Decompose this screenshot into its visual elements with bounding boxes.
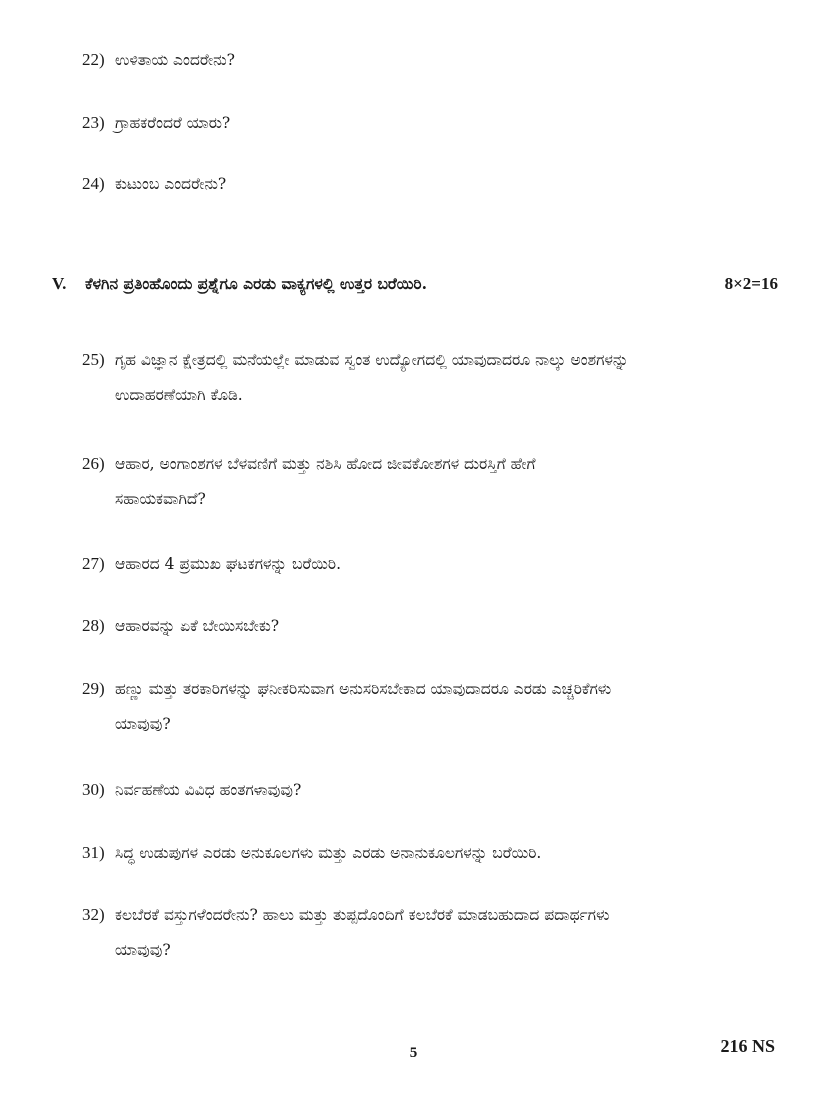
section-marks: 8×2=16 [724, 274, 778, 293]
question-text: ಕುಟುಂಬ ಎಂದರೇನು? [115, 175, 227, 193]
question-23 [82, 105, 782, 141]
question-number: 23) [82, 113, 105, 132]
section-heading [52, 274, 778, 298]
question-number: 32) [82, 905, 105, 924]
question-number: 30) [82, 780, 105, 799]
question-line-1 [82, 446, 782, 482]
question-29 [82, 671, 782, 742]
question-32 [82, 897, 782, 968]
question-text-continued: ಯಾವುವು? [115, 715, 171, 733]
question-number: 28) [82, 616, 105, 635]
question-text: ಸಿದ್ಧ ಉಡುಪುಗಳ ಎರಡು ಅನುಕೂಲಗಳು ಮತ್ತು ಎರಡು ಅನಾನುಕೂಲಗಳನ್ನು ಬರೆಯಿರಿ. [115, 844, 542, 862]
question-line-1 [82, 342, 782, 378]
section-number: V. [52, 274, 67, 293]
question-number: 29) [82, 679, 105, 698]
question-text: ನಿರ್ವಹಣೆಯ ವಿವಿಧ ಹಂತಗಳಾವುವು? [115, 781, 302, 799]
question-text: ಉಳಿತಾಯ ಎಂದರೇನು? [115, 51, 235, 69]
question-number: 22) [82, 50, 105, 69]
page-number: 5 [409, 1045, 418, 1061]
question-text-continued: ಉದಾಹರಣೆಯಾಗಿ ಕೊಡಿ. [115, 386, 243, 404]
question-27 [82, 546, 782, 582]
question-text: ಕಲಬೆರಕೆ ವಸ್ತುಗಳೆಂದರೇನು? ಹಾಲು ಮತ್ತು ತುಪ್ಪದೊಂದಿಗೆ ಕಲಬೆರಕೆ ಮಾಡಬಹುದಾದ ಪದಾರ್ಥಗಳು [115, 906, 610, 924]
question-28 [82, 608, 782, 644]
question-24 [82, 166, 782, 202]
question-30 [82, 772, 782, 808]
question-text: ಆಹಾರದ 4 ಪ್ರಮುಖ ಘಟಕಗಳನ್ನು ಬರೆಯಿರಿ. [115, 555, 342, 573]
question-text: ಹಣ್ಣು ಮತ್ತು ತರಕಾರಿಗಳನ್ನು ಘನೀಕರಿಸುವಾಗ ಅನುಸರಿಸಬೇಕಾದ ಯಾವುದಾದರೂ ಎರಡು ಎಚ್ಚರಿಕೆಗಳು [115, 680, 612, 698]
question-line-1 [82, 897, 782, 933]
question-number: 24) [82, 174, 105, 193]
question-number: 27) [82, 554, 105, 573]
question-31 [82, 835, 782, 871]
question-text-continued: ಯಾವುವು? [115, 941, 171, 959]
question-line-1 [82, 671, 782, 707]
question-26 [82, 446, 782, 517]
question-text-continued: ಸಹಾಯಕವಾಗಿದೆ? [115, 490, 206, 508]
question-text: ಗ್ರಾಹಕರೆಂದರೆ ಯಾರು? [115, 114, 231, 132]
question-25 [82, 342, 782, 413]
question-number: 31) [82, 843, 105, 862]
question-text: ಗೃಹ ವಿಜ್ಞಾನ ಕ್ಷೇತ್ರದಲ್ಲಿ ಮನೆಯಲ್ಲೇ ಮಾಡುವ ಸ್ವಂತ ಉದ್ಯೋಗದಲ್ಲಿ ಯಾವುದಾದರೂ ನಾಲ್ಕು ಅಂಶಗಳನ್ನು [115, 351, 629, 369]
paper-code: 216 NS [720, 1036, 775, 1056]
question-text: ಆಹಾರವನ್ನು ಏಕೆ ಬೇಯಿಸಬೇಕು? [115, 617, 280, 635]
question-number: 25) [82, 350, 105, 369]
question-text: ಆಹಾರ, ಅಂಗಾಂಶಗಳ ಬೆಳವಣಿಗೆ ಮತ್ತು ನಶಿಸಿ ಹೋದ ಜೀವಕೋಶಗಳ ದುರಸ್ತಿಗೆ ಹೇಗೆ [115, 455, 536, 473]
question-22 [82, 42, 782, 78]
question-number: 26) [82, 454, 105, 473]
section-instruction: ಕೆಳಗಿನ ಪ್ರತಿಂಹೊಂದು ಪ್ರಶ್ನೆಗೂ ಎರಡು ವಾಕ್ಯಗಳಲ್ಲಿ ಉತ್ತರ ಬರೆಯಿರಿ. [85, 274, 427, 293]
